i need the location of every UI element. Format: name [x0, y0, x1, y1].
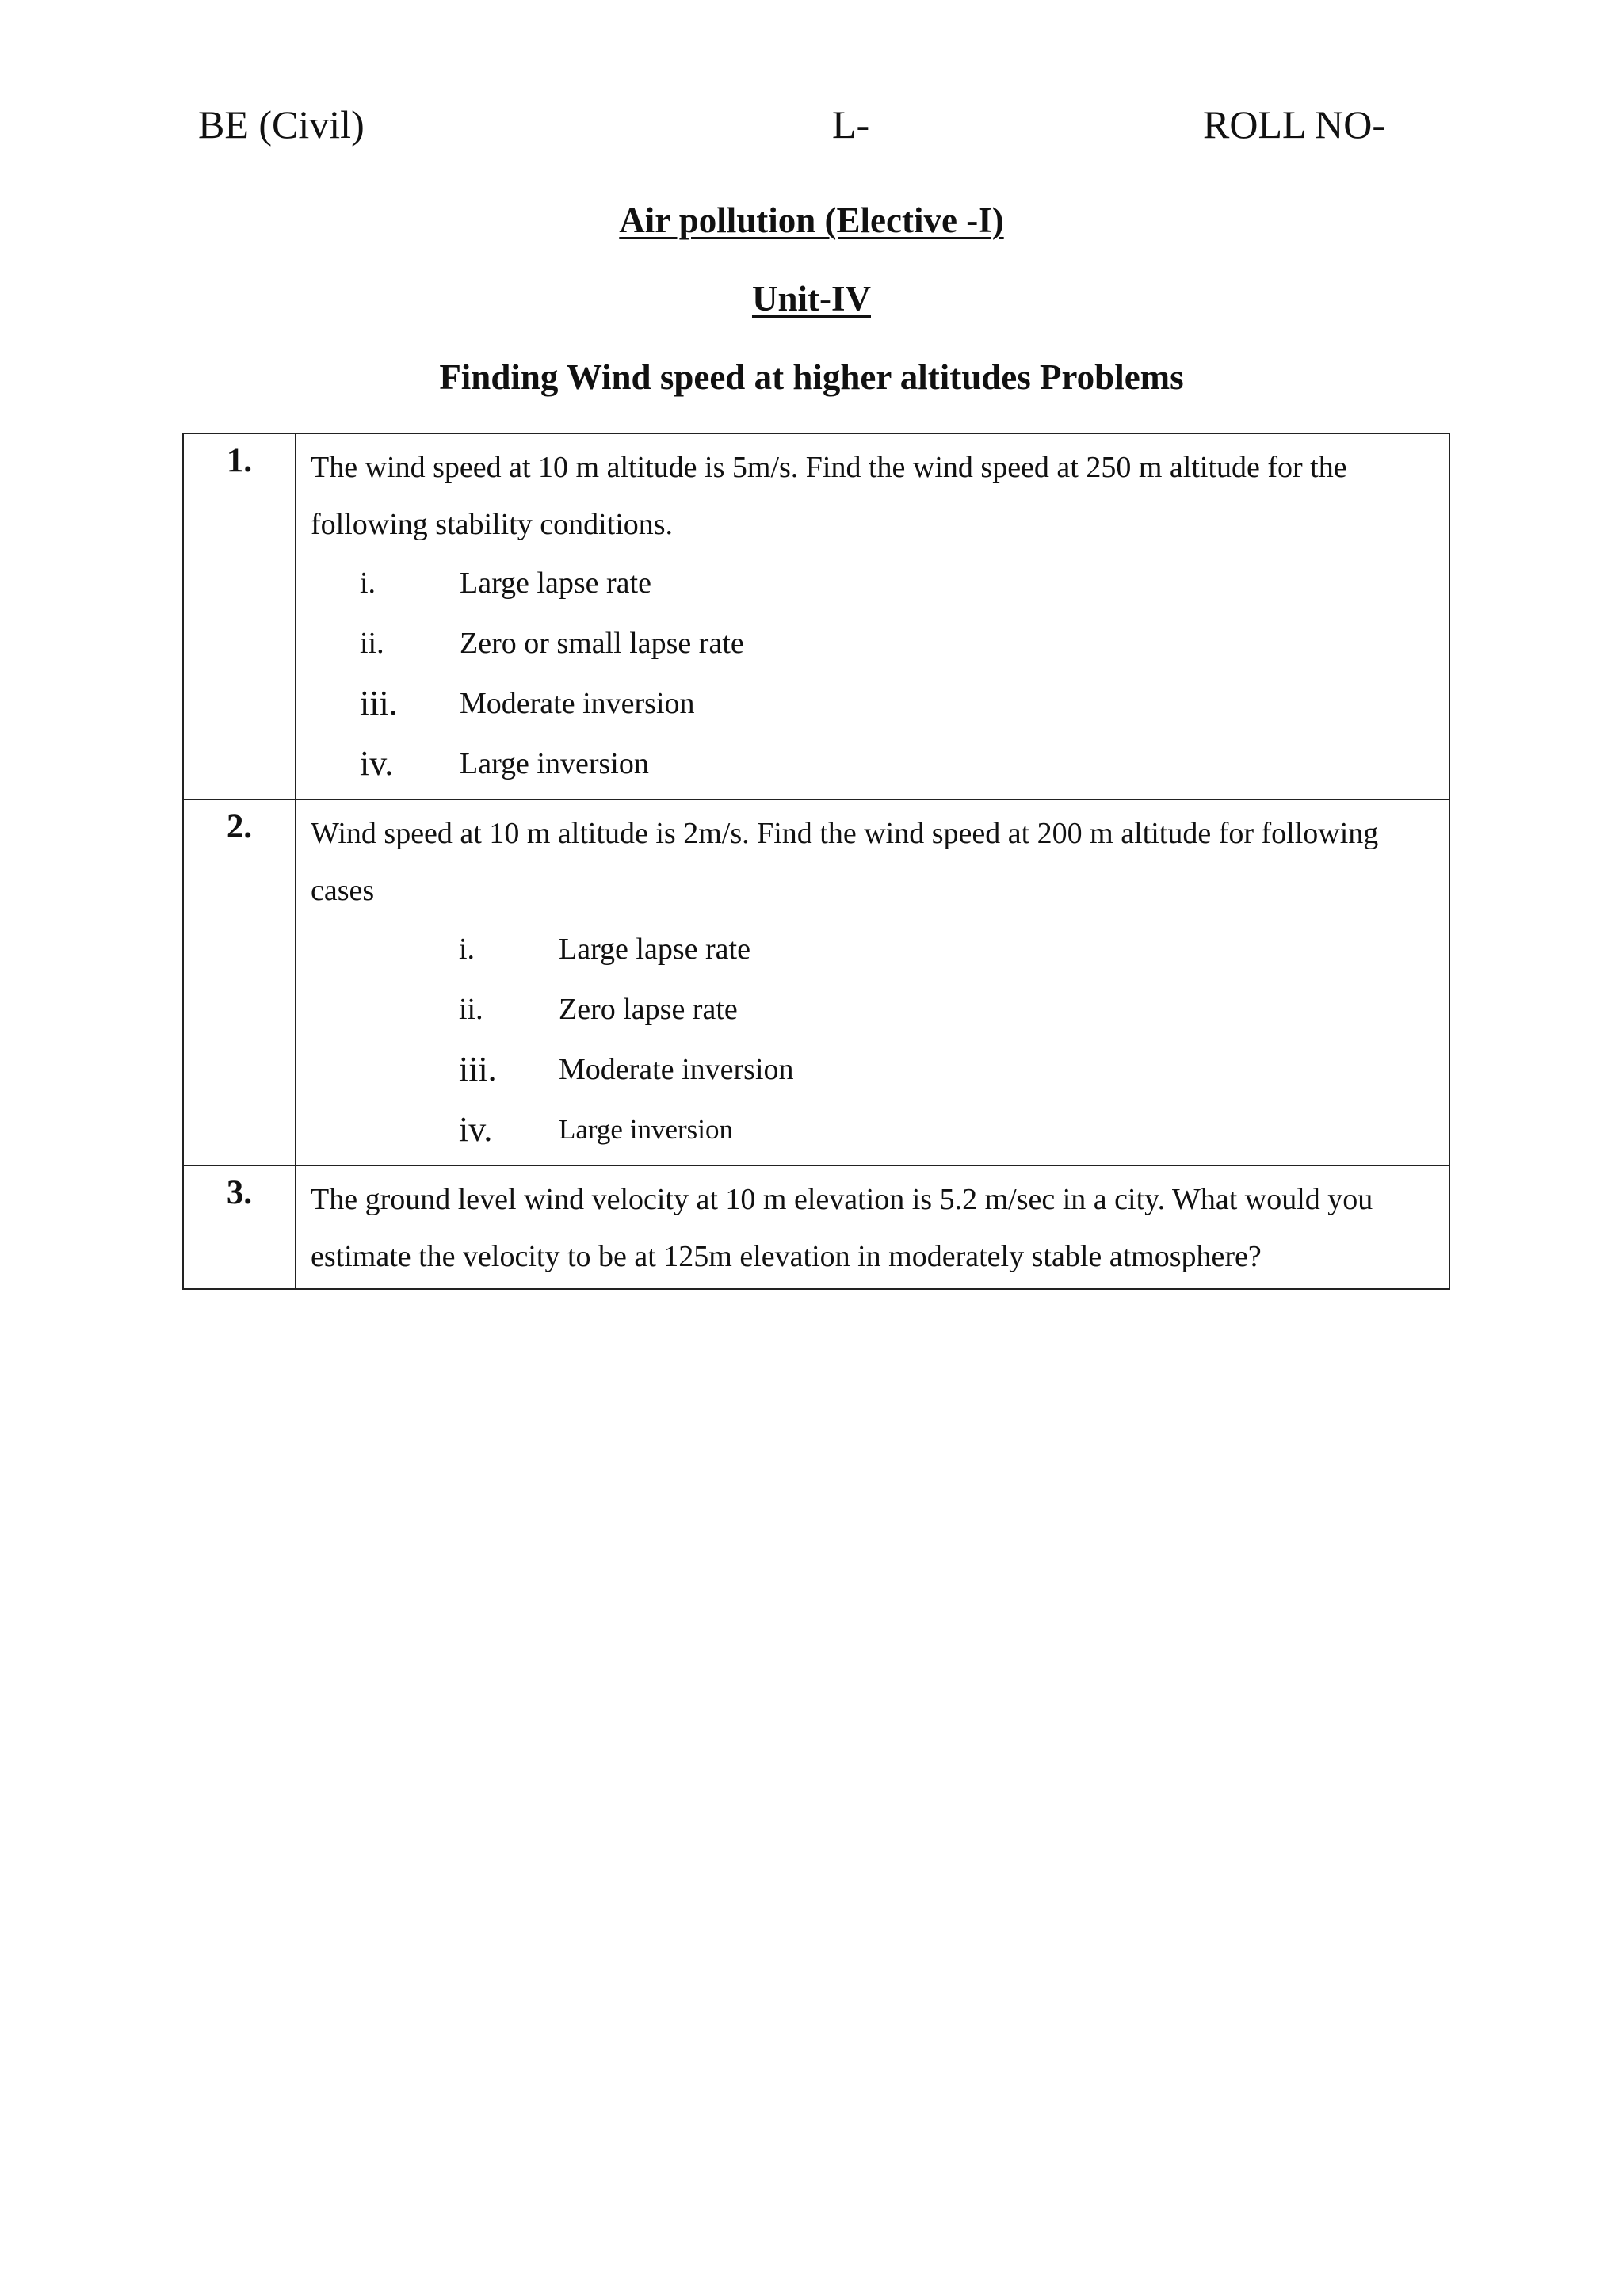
condition-text: Large inversion [559, 1114, 733, 1145]
problem-text: Wind speed at 10 m altitude is 2m/s. Find the wind speed at 200 m altitude for following cases [311, 817, 1379, 907]
problem-body [296, 799, 1449, 1165]
course-label: BE (Civil) [198, 102, 365, 147]
roman-numeral: iv. [360, 744, 394, 783]
document-header [0, 97, 1623, 152]
condition-list [311, 553, 1439, 794]
condition-item [311, 553, 1439, 613]
roman-numeral: iv. [459, 1110, 493, 1149]
condition-list [311, 919, 1439, 1160]
lecture-label: L- [832, 102, 870, 147]
condition-item [311, 734, 1439, 794]
condition-item [311, 673, 1439, 734]
roman-numeral: i. [459, 933, 475, 966]
problem-row [183, 1165, 1449, 1289]
condition-text: Large lapse rate [460, 566, 651, 600]
roman-numeral: iii. [360, 684, 398, 723]
problem-number: 3. [183, 1165, 296, 1289]
roman-numeral: ii. [360, 627, 384, 660]
roman-numeral: iii. [459, 1050, 497, 1089]
problem-text: The ground level wind velocity at 10 m elevation is 5.2 m/sec in a city. What would you estimate the velocity to be at 125m elevation in moderately stable atmosphere? [311, 1183, 1373, 1273]
problem-number: 2. [183, 799, 296, 1165]
problems-table [182, 433, 1450, 1290]
problem-number: 1. [183, 433, 296, 799]
condition-item [311, 613, 1439, 673]
condition-text: Large lapse rate [559, 933, 750, 966]
problem-body [296, 1165, 1449, 1289]
condition-item [311, 1039, 1439, 1100]
roman-numeral: i. [360, 566, 376, 600]
condition-text: Moderate inversion [460, 687, 695, 720]
condition-text: Moderate inversion [559, 1053, 794, 1086]
condition-item [311, 919, 1439, 979]
problem-text: The wind speed at 10 m altitude is 5m/s. Find the wind speed at 250 m altitude for the following stability conditions. [311, 451, 1347, 541]
roll-no-label: ROLL NO- [1203, 102, 1386, 147]
condition-item [311, 1100, 1439, 1160]
condition-text: Zero or small lapse rate [460, 627, 744, 660]
condition-text: Large inversion [460, 747, 649, 780]
unit-title: Unit-IV [751, 279, 871, 318]
subject-title: Air pollution (Elective -I) [619, 200, 1004, 240]
condition-text: Zero lapse rate [559, 993, 738, 1026]
roman-numeral: ii. [459, 993, 483, 1026]
problem-body [296, 433, 1449, 799]
problem-row [183, 799, 1449, 1165]
condition-item [311, 979, 1439, 1039]
topic-title: Finding Wind speed at higher altitudes Problems [439, 357, 1184, 397]
problem-row [183, 433, 1449, 799]
